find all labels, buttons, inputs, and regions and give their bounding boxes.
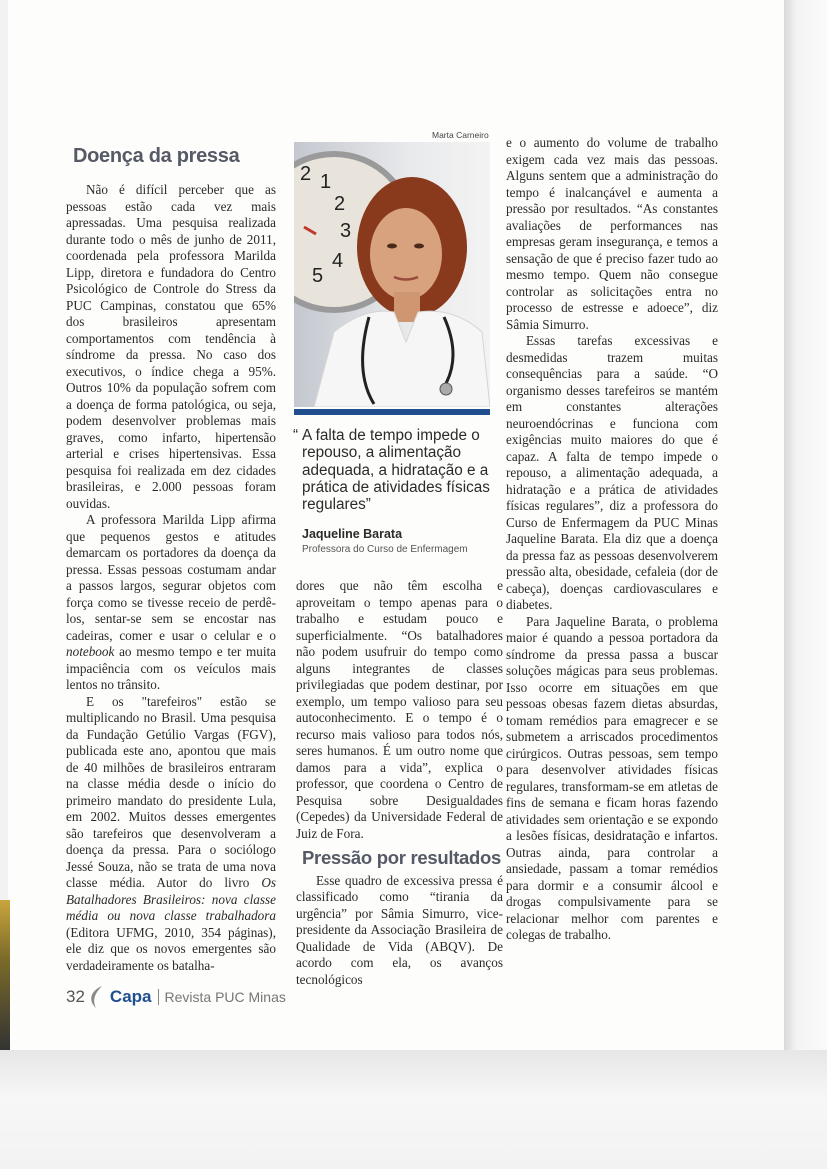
footer-divider [158,989,159,1005]
paragraph: dores que não têm escolha e aproveitam o tempo apenas para o trabalho e estudam pouco e superficialmente. “Os batalhadores não podem usufruir do tempo como alguns integrantes de classes privilegiadas que podem destinar, por exemplo, um tempo valioso para seu autoconhecimento. E o tempo é o recurso mais valioso para todos nós, seres humanos. É um outro nome que damos para a vida”, explica o professor, que coordena o Centro de Pesquisa sobre Desigualdades (Cepedes) da Universidade Federal de Juiz de Fora. [296,578,503,841]
portrait-photo [294,142,490,407]
leaf-logo-icon [86,985,106,1009]
clock-number: 2 [334,193,346,215]
page-number: 32 [66,987,85,1006]
magazine-name: Revista PUC Minas [164,989,286,1005]
footer-section-name: Capa [109,987,152,1006]
clock-number: 1 [320,171,332,193]
quote-open-mark: “ [293,427,299,444]
section-title-doenca-da-pressa: Doença da pressa [73,145,240,167]
magazine-page [8,0,784,1050]
section-title-pressao-por-resultados: Pressão por resultados [302,847,502,868]
eye [414,244,424,249]
eye [387,244,397,249]
paragraph-text: A professora Marilda Lipp afirma que pequenos gestos e atitudes demarcam os portadores da doença da pressa. Essas pessoas costumam andar a passos largos, segurar objetos com força como se tivesse receio de perdê-los, sentar-se sem se encostar nas cadeiras, comer e usar o celular e o [66,512,276,643]
paragraph: Não é difícil perceber que as pessoas estão cada vez mais apressadas. Uma pesquisa realizada durante todo o mês de junho de 2011, coordenada pela professora Marilda Lipp, diretora e fundadora do Centro Psicológico de Controle do Stress da PUC Campinas, constatou que 65% dos brasileiros apresentam comportamentos com tendência à síndrome da pressa. No caso dos executivos, o índice chega a 95%. Outros 10% da população sofrem com a doença de forma patológica, ou seja, podem desenvolver problemas mais graves, como infarto, hipertensão arterial e crises hipertensivas. Essa pesquisa foi realizada em dez cidades brasileiras, e 2.000 pessoas foram ouvidas. [66,182,276,511]
pull-quote-author-role: Professora do Curso de Enfermagem [302,544,468,555]
stethoscope-head [440,383,452,395]
paragraph: Essas tarefas excessivas e desmedidas trazem muitas consequências para a saúde. “O organismo desses tarefeiros se mantém em constantes alterações neuroendócrinas e funciona com exigências muito maiores do que é capaz. A falta de tempo impede o repouso, a alimentação adequada, a hidratação e a prática de atividades físicas regulares”, diz a professora do Curso de Enfermagem da PUC Minas Jaqueline Barata. Ela diz que a doença da pressa faz as pessoas desenvolverem pressão alta, obesidade, cefaleia (dor de cabeça), doenças cardiovasculares e diabetes. [506,333,718,612]
photo-credit: Marta Carneiro [432,130,489,140]
page-footer [66,985,286,1009]
pull-quote-author: Jaqueline Barata [302,527,403,541]
article-column-2 [296,578,503,988]
book-title: Os Batalhadores Brasileiros: nova classe média ou nova classe trabalhadora [66,875,277,923]
portrait-photo-illustration [294,142,490,407]
paragraph-text: (Editora UFMG, 2010, 354 páginas), ele diz que os novos emergentes são verdadeiramente os batalha- [66,924,276,973]
clock-number: 5 [312,265,324,287]
article-column-3 [506,135,718,944]
face [370,208,442,300]
scan-margin-right [784,0,827,1050]
clock-number: 4 [332,250,344,272]
photo-accent-bar [294,409,490,415]
pull-quote: A falta de tempo impede o repouso, a alimentação adequada, a hidratação e a prática de atividades físicas regulares” [302,427,490,514]
paragraph [66,694,276,975]
binding-spine [0,900,10,1050]
paragraph: e o aumento do volume de trabalho exigem cada vez mais das pessoas. Alguns sentem que a administração do tempo é inalcançável e aumenta a pressão por resultados. “As constantes avaliações de performances nas empresas geram insegurança, e temos a sensação de que é preciso fazer tudo ao mesmo tempo. Quem não consegue controlar as solicitações entra no processo de estresse e adoece”, diz Sâmia Simurro. [506,135,718,332]
paragraph [66,512,276,694]
white-coat [314,311,490,407]
clock-number: 2 [300,163,312,185]
paragraph: Esse quadro de excessiva pressa é classificado como “tirania da urgência” por Sâmia Simurro, vice-presidente da Associação Brasileira de Qualidade de Vida (ABQV). De acordo com ela, os avanços tecnológicos [296,872,503,987]
article-column-1 [66,182,276,974]
clock-number: 3 [340,220,352,242]
paragraph-text: E os "tarefeiros" estão se multiplicando no Brasil. Uma pesquisa da Fundação Getúlio Vargas (FGV), publicada este ano, apontou que mais de 40 milhões de brasileiros entraram na classe média desde o início do primeiro mandato do presidente Lula, em 2002. Muitos desses emergentes são tarefeiros que desenvolveram a doença da pressa. Para o sociólogo Jessé Souza, não se trata de uma nova classe média. Autor do livro [66,693,276,890]
paragraph-text: ao mesmo tempo e ter muita impaciência com os veículos mais lentos no trânsito. [66,644,276,692]
italic-term: notebook [66,644,115,659]
paragraph: Para Jaqueline Barata, o problema maior é quando a pessoa portadora da síndrome da pressa passa a buscar soluções mágicas para seus problemas. Isso ocorre em situações em que pessoas obesas fazem dietas absurdas, tomam remédios para emagrecer e se submetem a arriscados procedimentos cirúrgicos. Outras pessoas, sem tempo para desenvolver atividades físicas regulares, transformam-se em atletas de fins de semana e ficam horas fazendo atividades sem orientação e se expondo a lesões físicas, desidratação e infartos. Outras ainda, para controlar a ansiedade, passam a tomar remédios para dormir e a consumir álcool e drogas compulsivamente para se relacionar melhor com parentes e colegas de trabalho. [506,613,718,942]
scan-margin-bottom [0,1050,827,1169]
